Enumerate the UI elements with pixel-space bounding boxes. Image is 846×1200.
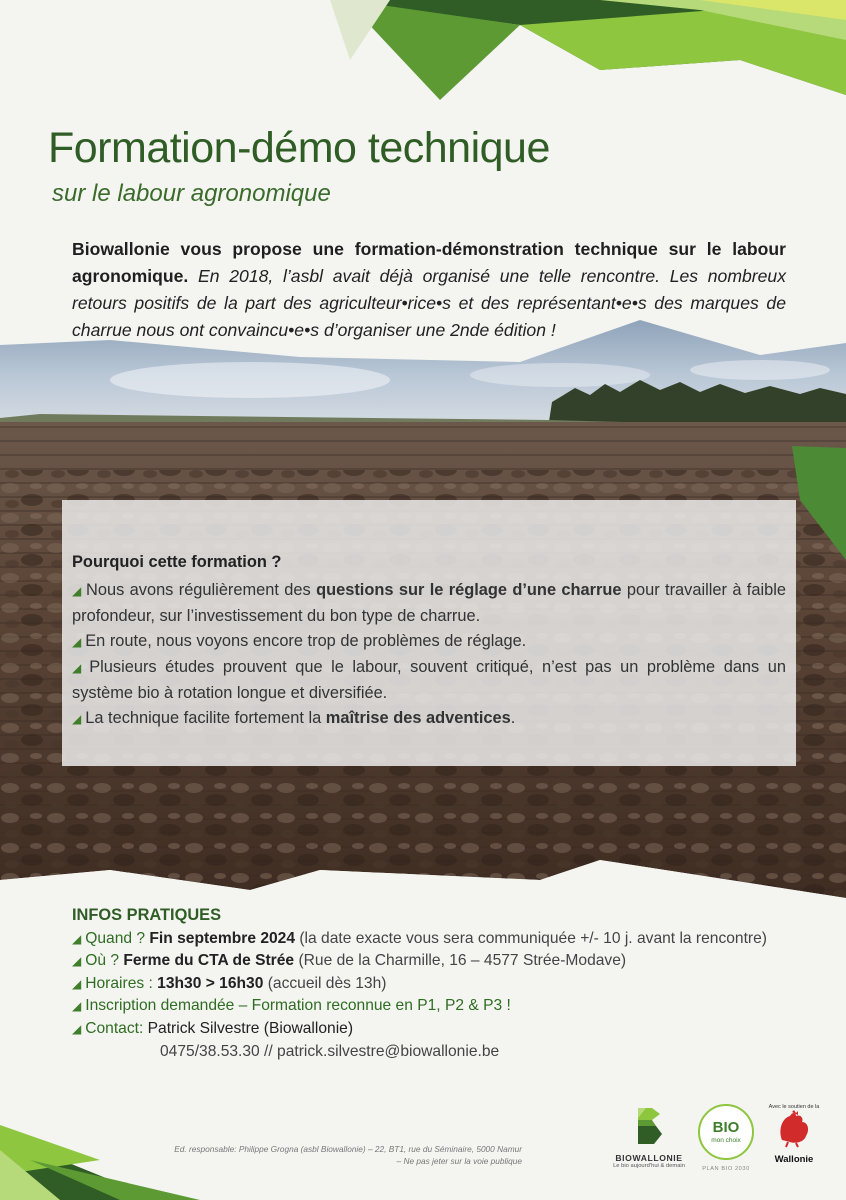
triangle-bullet-icon: ◢ <box>72 976 82 991</box>
intro-bold: Biowallonie vous propose une formation-démonstration technique sur le labour agronomique. <box>72 239 786 286</box>
contact-label: Contact: <box>85 1019 144 1037</box>
bio-word: BIO <box>712 1119 740 1136</box>
wallonie-support: Avec le soutien de la <box>768 1104 820 1110</box>
wallonie-rooster-icon <box>774 1110 814 1148</box>
bio-sub: mon choix <box>711 1137 741 1144</box>
footer-publisher <box>110 1143 522 1167</box>
bullet-text: La technique facilite fortement la <box>85 709 326 727</box>
wallonie-logo <box>766 1104 822 1165</box>
registration-text: Inscription demandée – Formation reconnue en P1, P2 & P3 ! <box>85 997 511 1015</box>
when-value: Fin septembre 2024 <box>149 929 296 947</box>
hours-value: 13h30 > 16h30 <box>157 974 264 992</box>
biowallonie-name: BIOWALLONIE <box>615 1153 683 1163</box>
biowallonie-b-icon <box>634 1106 664 1146</box>
practical-info <box>72 904 792 1063</box>
biowallonie-logo <box>612 1106 686 1169</box>
bullet-text: pour travailler à faible profondeur, sur l’investissement du bon type de charrue. <box>72 581 786 625</box>
triangle-bullet-icon: ◢ <box>72 712 82 726</box>
intro-italic: En 2018, l’asbl avait déjà organisé une telle rencontre. Les nombreux retours positifs de la part des agriculteur•rice•s et des représentant•e•s des marques de charrue nous ont convaincu•e•s d’organiser une 2nde édition ! <box>72 266 786 340</box>
footer-line: Ed. responsable: Philippe Grogna (asbl Biowallonie) – 22, BT1, rue du Séminaire, 5000 Namur <box>174 1144 522 1154</box>
triangle-bullet-icon: ◢ <box>72 584 83 598</box>
why-bullet <box>72 578 786 629</box>
where-value: Ferme du CTA de Strée <box>123 952 295 970</box>
info-registration <box>72 995 792 1018</box>
where-note: (Rue de la Charmille, 16 – 4577 Strée-Modave) <box>298 952 627 970</box>
bullet-bold: questions sur le réglage d’une charrue <box>316 581 622 599</box>
page-subtitle: sur le labour agronomique <box>52 180 331 207</box>
bio-leaf-icon <box>698 1104 754 1160</box>
triangle-bullet-icon: ◢ <box>72 999 82 1014</box>
bio-plan: PLAN BIO 2030 <box>702 1166 750 1172</box>
triangle-bullet-icon: ◢ <box>72 661 86 675</box>
where-label: Où ? <box>85 952 120 970</box>
info-contact <box>72 1018 792 1041</box>
bullet-text: Nous avons régulièrement des <box>86 581 317 599</box>
why-bullet <box>72 706 786 732</box>
bullet-text: . <box>510 709 516 727</box>
when-label: Quand ? <box>85 929 146 947</box>
info-where <box>72 950 792 973</box>
bio-mon-choix-logo <box>694 1104 758 1172</box>
wallonie-name: Wallonie <box>774 1154 814 1165</box>
contact-details[interactable]: 0475/38.53.30 // patrick.silvestre@biowallonie.be <box>160 1042 500 1060</box>
why-box <box>62 500 796 766</box>
when-note: (la date exacte vous sera communiquée +/- 10 j. avant la rencontre) <box>299 929 767 947</box>
why-bullet <box>72 655 786 706</box>
footer-line: – Ne pas jeter sur la voie publique <box>396 1156 522 1166</box>
bullet-text: Plusieurs études prouvent que le labour, souvent critiqué, n’est pas un problème dans un système bio à rotation longue et diversifiée. <box>72 658 787 702</box>
hours-note: (accueil dès 13h) <box>267 974 387 992</box>
info-hours <box>72 973 792 996</box>
hours-label: Horaires : <box>85 974 153 992</box>
infos-heading: INFOS PRATIQUES <box>72 906 222 924</box>
page-title: Formation-démo technique <box>48 124 550 172</box>
why-bullet <box>72 629 786 655</box>
triangle-bullet-icon: ◢ <box>72 1021 82 1036</box>
bullet-text: En route, nous voyons encore trop de problèmes de réglage. <box>85 632 527 650</box>
triangle-bullet-icon: ◢ <box>72 635 82 649</box>
info-when <box>72 928 792 951</box>
contact-name: Patrick Silvestre (Biowallonie) <box>147 1019 354 1037</box>
bullet-bold: maîtrise des adventices <box>325 709 511 727</box>
triangle-bullet-icon: ◢ <box>72 931 82 946</box>
why-heading: Pourquoi cette formation ? <box>72 553 282 571</box>
triangle-bullet-icon: ◢ <box>72 954 82 969</box>
biowallonie-tagline: Le bio aujourd’hui & demain <box>613 1163 685 1169</box>
intro-paragraph <box>72 236 786 344</box>
